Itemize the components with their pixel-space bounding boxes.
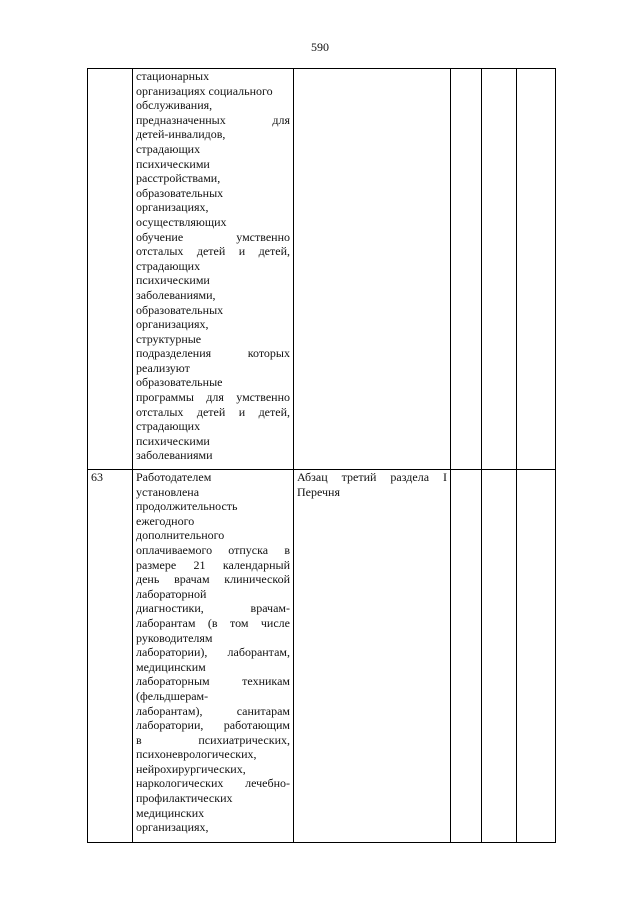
- text-line: обучение умственно: [136, 229, 290, 244]
- text-line: лабораторной: [136, 586, 207, 601]
- text-line: организациях социального: [136, 83, 273, 98]
- row-text-cell: [133, 69, 294, 470]
- text-line: Абзац третий раздела I: [297, 470, 447, 484]
- text-line: размере 21 календарный: [136, 557, 290, 572]
- text-line: расстройствами,: [136, 171, 221, 186]
- text-line: отсталых детей и детей,: [136, 244, 290, 259]
- text-line: наркологических лечебно-: [136, 776, 290, 791]
- text-line: организациях,: [136, 200, 209, 215]
- text-line: Перечня: [297, 484, 340, 499]
- text-line: обслуживания,: [136, 98, 213, 113]
- text-line: образовательных: [136, 302, 224, 317]
- text-line: структурные: [136, 331, 202, 346]
- text-line: в психиатрических,: [136, 732, 290, 747]
- text-line: день врачам клинической: [136, 572, 290, 587]
- text-line: психоневрологических,: [136, 747, 257, 762]
- text-line: отсталых детей и детей,: [136, 404, 290, 419]
- text-line: лаборатории, работающим: [136, 718, 290, 733]
- text-line: психическими: [136, 156, 210, 171]
- text-line: организациях,: [136, 317, 209, 332]
- table-row: [88, 470, 556, 843]
- empty-cell: [451, 69, 482, 470]
- text-line: руководителям: [136, 630, 213, 645]
- text-line: заболеваниями: [136, 448, 213, 463]
- row-reference-cell: [294, 69, 451, 470]
- text-line: профилактических: [136, 791, 233, 806]
- text-line: программы для умственно: [136, 390, 290, 405]
- empty-cell: [517, 69, 556, 470]
- text-line: (фельдшерам-: [136, 688, 209, 703]
- text-line: предназначенных для: [136, 112, 290, 127]
- text-line: медицинских: [136, 805, 205, 820]
- text-line: оплачиваемого отпуска в: [136, 542, 290, 557]
- text-line: стационарных: [136, 69, 210, 83]
- text-line: организациях,: [136, 820, 209, 835]
- row-number-cell: 63: [88, 470, 133, 843]
- text-line: реализуют: [136, 360, 190, 375]
- text-line: лаборантам), санитарам: [136, 703, 290, 718]
- empty-cell: [482, 69, 517, 470]
- text-line: Работодателем: [136, 470, 212, 484]
- empty-cell: [451, 470, 482, 843]
- text-line: подразделения которых: [136, 346, 290, 361]
- row-number-cell: [88, 69, 133, 470]
- text-line: ежегодного: [136, 513, 195, 528]
- text-line: страдающих: [136, 141, 201, 156]
- row-reference-cell: [294, 470, 451, 843]
- text-line: психическими: [136, 433, 210, 448]
- text-line: детей-инвалидов,: [136, 127, 226, 142]
- text-line: образовательных: [136, 185, 224, 200]
- text-line: медицинским: [136, 659, 206, 674]
- row-text-cell: [133, 470, 294, 843]
- text-line: установлена: [136, 484, 200, 499]
- text-line: лабораторным техникам: [136, 674, 290, 689]
- text-line: лаборатории), лаборантам,: [136, 645, 290, 660]
- page-number: 590: [311, 40, 329, 54]
- text-line: дополнительного: [136, 528, 225, 543]
- text-line: осуществляющих: [136, 214, 227, 229]
- empty-cell: [482, 470, 517, 843]
- text-line: образовательные: [136, 375, 223, 390]
- text-line: заболеваниями,: [136, 287, 216, 302]
- text-line: страдающих: [136, 258, 201, 273]
- empty-cell: [517, 470, 556, 843]
- document-table: [87, 68, 556, 843]
- text-line: нейрохирургических,: [136, 761, 246, 776]
- table-row: [88, 69, 556, 470]
- text-line: продолжительность: [136, 499, 238, 514]
- text-line: лаборантам (в том числе: [136, 615, 290, 630]
- text-line: страдающих: [136, 419, 201, 434]
- text-line: психическими: [136, 273, 210, 288]
- text-line: диагностики, врачам-: [136, 601, 290, 616]
